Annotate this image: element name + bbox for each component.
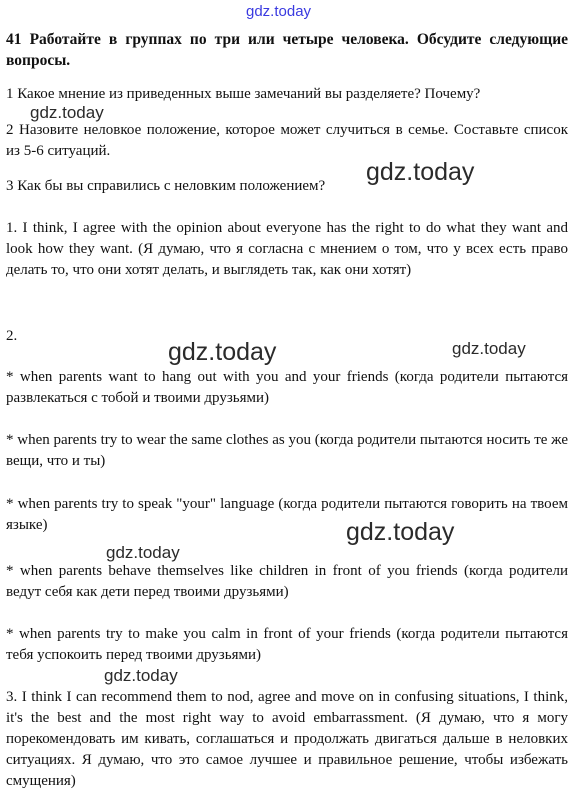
answer-2-item: * when parents try to wear the same clothes as you (когда родители пытаются носить те же вещи, что и ты) (6, 432, 568, 469)
watermark: gdz.today (452, 339, 526, 358)
answer-2-item: * when parents want to hang out with you and your friends (когда родители пытаются развлекаться с тобой и твоими друзьями) (6, 369, 568, 406)
question-3: 3 Как бы вы справились с неловким положением? (6, 178, 326, 194)
answer-3: 3. I think I can recommend them to nod, agree and move on in confusing situations, I think, it's the best and the most right way to avoid embarrassment. (Я думаю, что я могу порекомендовать им кивать, соглашаться и продолжать двигаться дальше в неловких ситуациях. Я думаю, что это самое лучшее и правильное решение, чтобы избежать смущения) (6, 689, 568, 789)
watermark: gdz.today (104, 666, 178, 685)
watermark-top: gdz.today (246, 3, 312, 20)
answer-1: 1. I think, I agree with the opinion about everyone has the right to do what they want and look how they want. (Я думаю, что я согласна с мнением о том, что у всех есть право делать то, что они хотят делать, и выглядеть так, как они хотят) (6, 220, 568, 278)
question-2: 2 Назовите неловкое положение, которое может случиться в семье. Составьте список из 5-6 ситуаций. (6, 122, 568, 159)
question-1: 1 Какое мнение из приведенных выше замечаний вы разделяете? Почему? (6, 86, 481, 102)
exercise-number: 41 (6, 31, 22, 48)
watermark: gdz.today (30, 103, 104, 122)
exercise-heading (6, 29, 568, 71)
answer-2-item: * when parents behave themselves like children in front of you friends (когда родители ведут себя как дети перед твоими друзьями) (6, 563, 568, 600)
watermark: gdz.today (346, 518, 455, 546)
answer-2-item: * when parents try to speak "your" language (когда родители пытаются говорить на твоем языке) (6, 496, 568, 533)
watermark: gdz.today (168, 338, 277, 366)
watermark: gdz.today (106, 543, 180, 562)
answer-2-label: 2. (6, 328, 18, 344)
watermark: gdz.today (366, 158, 475, 186)
answer-2-item: * when parents try to make you calm in front of your friends (когда родители пытаются тебя успокоить перед твоими друзьями) (6, 626, 568, 663)
exercise-title: Работайте в группах по три или четыре человека. Обсудите следующие вопросы. (6, 31, 569, 69)
